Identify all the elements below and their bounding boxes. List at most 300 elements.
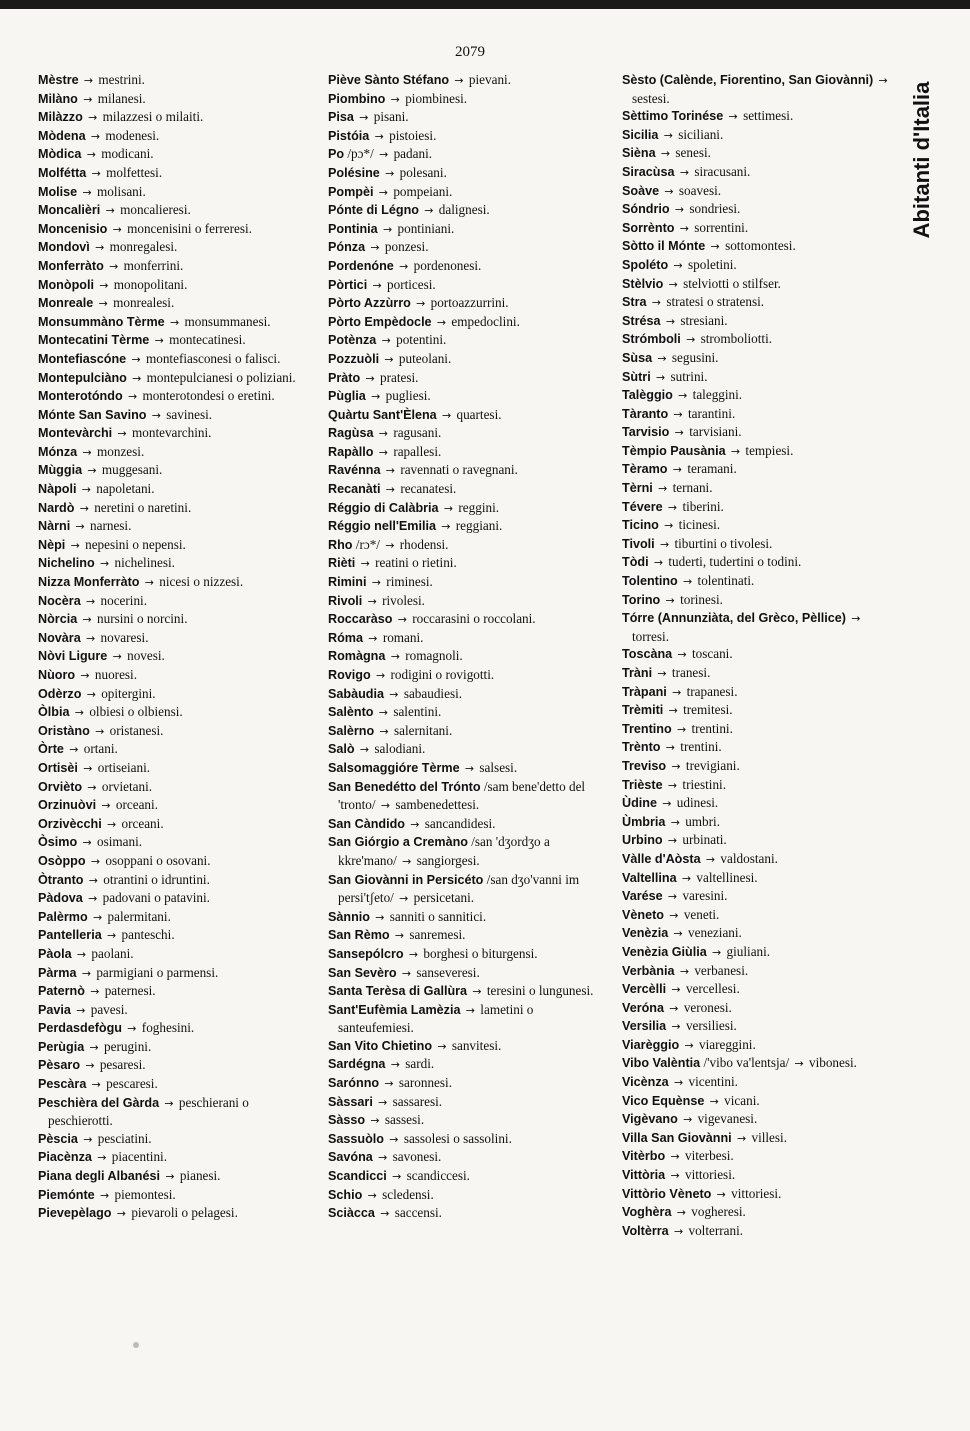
entry-demonym: montepulcianesi o poliziani. [146, 369, 296, 385]
arrow-icon: → [665, 314, 676, 328]
arrow-icon: → [385, 166, 395, 180]
entry-headword: Vitèrbo [622, 1149, 666, 1164]
entry-demonym: stratesi o stratensi. [666, 294, 765, 310]
arrow-icon: → [368, 631, 378, 645]
entry-headword: San Giórgio a Cremàno [328, 835, 468, 850]
entry [38, 592, 310, 611]
entry-demonym: monopolitani. [113, 276, 188, 292]
entry [622, 831, 894, 850]
entry-headword: Nàpoli [38, 482, 77, 497]
entry-headword: San Giovànni in Persicéto [328, 872, 484, 887]
arrow-icon: → [372, 278, 382, 292]
entry [622, 591, 894, 610]
entry [622, 553, 894, 572]
entry-headword: Ravénna [328, 463, 381, 478]
arrow-icon: → [712, 945, 722, 959]
entry [38, 127, 310, 146]
entry-demonym: otrantini o idruntini. [103, 871, 210, 887]
entry [622, 1054, 894, 1073]
entry-demonym: nuoresi. [94, 667, 138, 682]
entry-demonym: giuliani. [726, 943, 771, 959]
arrow-icon: → [416, 297, 426, 311]
entry [328, 815, 600, 834]
entry-headword: Spoléto [622, 257, 669, 272]
arrow-icon: → [375, 910, 385, 924]
entry-demonym: orceani. [121, 815, 164, 831]
entry [38, 443, 310, 462]
entry-demonym: pescaresi. [106, 1076, 158, 1092]
arrow-icon: → [665, 741, 675, 755]
entry [328, 480, 600, 499]
entry [622, 962, 894, 981]
arrow-icon: → [365, 371, 375, 385]
entry-headword: Varése [622, 889, 663, 904]
entry-headword: Trièste [622, 777, 663, 792]
entry [622, 1129, 894, 1148]
entry-headword: Tórre (Annunziàta, del Grèco, Pèllice) [622, 611, 846, 626]
arrow-icon: → [82, 836, 92, 850]
entry-headword: Vibo Valèntia [622, 1056, 701, 1071]
entry [622, 535, 894, 554]
arrow-icon: → [673, 1076, 684, 1090]
arrow-icon: → [454, 74, 464, 87]
entry [328, 1167, 600, 1186]
entry [622, 776, 894, 795]
arrow-icon: → [679, 221, 689, 235]
entry-demonym: pratesi. [380, 369, 419, 385]
entry [622, 1147, 894, 1166]
entry [622, 126, 894, 145]
entry [622, 107, 894, 126]
entry-headword: Peschièra del Gàrda [38, 1095, 160, 1110]
arrow-icon: → [117, 427, 127, 441]
entry-demonym: novaresi. [100, 629, 149, 645]
arrow-icon: → [76, 1003, 86, 1017]
arrow-icon: → [392, 1170, 402, 1184]
entry-headword: Talèggio [622, 388, 673, 403]
arrow-icon: → [728, 110, 738, 124]
entry-headword: Urbino [622, 833, 663, 848]
entry [328, 461, 600, 480]
entry-demonym: ravennati o ravegnani. [400, 462, 518, 478]
arrow-icon: → [88, 892, 98, 906]
section-tab-label: Abitanti d'Italia [909, 81, 934, 239]
entry-headword: Pontinia [328, 221, 378, 236]
entry-pronunciation: /rɔ*/ [355, 536, 380, 552]
arrow-icon: → [710, 240, 720, 254]
entry-demonym: umbri. [685, 813, 721, 829]
entry [38, 313, 310, 332]
entry-demonym: borghesi o biturgensi. [423, 945, 538, 961]
entry-demonym: savinesi. [166, 406, 213, 422]
entry-headword: Sièna [622, 146, 656, 161]
entry-headword: Nòrcia [38, 612, 78, 627]
arrow-icon: → [81, 483, 91, 497]
arrow-icon: → [91, 1078, 101, 1092]
entry-demonym: saronnesi. [398, 1075, 452, 1091]
entry [622, 293, 894, 312]
entry-demonym: settimesi. [743, 108, 794, 124]
entry-demonym: sassolesi o sassolini. [403, 1130, 512, 1146]
entry-headword: Mèstre [38, 73, 79, 87]
entry-headword: Milàzzo [38, 110, 83, 125]
entry-demonym: osoppani o osovani. [105, 852, 211, 868]
arrow-icon: → [402, 854, 412, 868]
entry-headword: Polésine [328, 165, 380, 180]
arrow-icon: → [164, 1096, 174, 1110]
entry-demonym: peschierani o peschierotti. [48, 1094, 249, 1129]
entry [622, 1222, 894, 1241]
entry [328, 369, 600, 388]
entry-headword: Monsummàno Tèrme [38, 314, 165, 329]
arrow-icon: → [441, 408, 452, 422]
entry [328, 647, 600, 666]
entry-demonym: rapallesi. [393, 443, 442, 459]
entry-demonym: pistoiesi. [389, 127, 437, 143]
entry [38, 908, 310, 927]
arrow-icon: → [681, 871, 692, 885]
entry-demonym: urbinati. [682, 832, 727, 848]
entry-headword: Venèzia [622, 926, 669, 941]
entry [38, 703, 310, 722]
entry-demonym: trentini. [680, 739, 722, 755]
entry [328, 238, 600, 257]
arrow-icon: → [441, 520, 451, 534]
arrow-icon: → [76, 947, 87, 961]
entry-demonym: pesciatini. [97, 1130, 152, 1146]
entry-demonym: orceani. [115, 797, 158, 813]
entry [38, 369, 310, 388]
entry-demonym: pievaroli o pelagesi. [131, 1205, 238, 1221]
entry-headword: Scandicci [328, 1169, 387, 1184]
entry-headword: Pisa [328, 110, 354, 125]
entry-demonym: portoazzurrini. [430, 295, 509, 311]
section-tab [902, 60, 942, 260]
entry-headword: Tolentino [622, 574, 678, 589]
entry [38, 982, 310, 1001]
entry-demonym: ragusani. [393, 425, 442, 441]
entry-headword: San Rèmo [328, 928, 390, 943]
entry-demonym: stresiani. [680, 312, 728, 328]
entry-demonym: molfettesi. [106, 164, 163, 180]
entry [328, 610, 600, 629]
arrow-icon: → [90, 985, 100, 999]
entry [328, 908, 600, 927]
arrow-icon: → [410, 817, 420, 831]
entry-headword: Strómboli [622, 332, 681, 347]
entry-demonym: veneziani. [688, 925, 742, 941]
entry-headword: Piacènza [38, 1150, 92, 1165]
entry-headword: Sardégna [328, 1057, 386, 1072]
entry-headword: Torino [622, 592, 661, 607]
scan-speck [133, 1342, 139, 1348]
arrow-icon: → [705, 852, 716, 866]
entry-demonym: rivolesi. [382, 592, 425, 608]
entry-headword: Sùtri [622, 369, 651, 384]
entry [328, 183, 600, 202]
entry [38, 499, 310, 518]
entry [622, 256, 894, 275]
entry-demonym: vittoriesi. [731, 1185, 782, 1201]
entry-headword: Pòrto Azzùrro [328, 296, 411, 311]
entry [38, 517, 310, 536]
arrow-icon: → [154, 334, 164, 348]
entry-demonym: vicentini. [688, 1074, 738, 1090]
arrow-icon: → [443, 501, 454, 515]
arrow-icon: → [464, 761, 475, 775]
entry [38, 722, 310, 741]
arrow-icon: → [378, 185, 389, 199]
entry-headword: Pónza [328, 240, 366, 255]
arrow-icon: → [401, 966, 412, 980]
entry-demonym: osimani. [97, 834, 143, 850]
entry-demonym: scandiccesi. [406, 1168, 470, 1184]
entry-demonym: stelviotti o stilfser. [683, 275, 781, 291]
entry-headword: Pistóia [328, 128, 370, 143]
arrow-icon: → [86, 631, 96, 645]
entry [38, 759, 310, 778]
entry [38, 276, 310, 295]
entry-headword: Òsimo [38, 835, 78, 850]
entry [328, 703, 600, 722]
entry-demonym: torinesi. [680, 591, 723, 607]
entry-headword: Perdasdefògu [38, 1021, 122, 1036]
entry-headword: Stra [622, 295, 647, 310]
entry [328, 554, 600, 573]
entry-demonym: sassesi. [384, 1112, 425, 1128]
entry [38, 1167, 310, 1186]
entry [622, 887, 894, 906]
arrow-icon: → [359, 111, 369, 125]
arrow-icon: → [83, 74, 94, 87]
entry-demonym: quartesi. [456, 406, 502, 422]
arrow-icon: → [670, 1150, 680, 1164]
entry-headword: Roccaràso [328, 612, 393, 627]
arrow-icon: → [673, 407, 683, 421]
entry-headword: Rivoli [328, 593, 363, 608]
arrow-icon: → [667, 834, 678, 848]
entry [38, 108, 310, 127]
entry-demonym: pavesi. [90, 1001, 128, 1017]
arrow-icon: → [165, 1170, 175, 1184]
entry-demonym: scledensi. [382, 1186, 434, 1202]
entry [328, 108, 600, 127]
entry [622, 1203, 894, 1222]
entry-demonym: trapanesi. [686, 683, 738, 699]
arrow-icon: → [730, 444, 741, 458]
entry-headword: Montecatini Tèrme [38, 333, 150, 348]
entry-headword: Pèsaro [38, 1058, 81, 1073]
entry-demonym: monterotondesi o eretini. [142, 388, 275, 404]
entry-headword: Sansepólcro [328, 946, 404, 961]
entry-pronunciation: /'vibo va'lentsja/ [703, 1055, 790, 1071]
arrow-icon: → [399, 892, 409, 906]
entry-headword: Siracùsa [622, 164, 675, 179]
arrow-icon: → [397, 613, 407, 627]
arrow-icon: → [107, 817, 117, 831]
arrow-icon: → [465, 1003, 475, 1017]
entry-demonym: vigevanesi. [697, 1111, 758, 1127]
entry-demonym: modicani. [101, 146, 154, 162]
entry [328, 257, 600, 276]
arrow-icon: → [667, 890, 678, 904]
entry-demonym: torresi. [632, 628, 669, 644]
entry-headword: Molfétta [38, 165, 87, 180]
arrow-icon: → [95, 241, 105, 255]
entry [38, 1075, 310, 1094]
entry [38, 145, 310, 164]
arrow-icon: → [851, 612, 861, 626]
entry-headword: Quàrtu Sant'Èlena [328, 407, 437, 422]
column-1 [38, 71, 310, 1223]
entry-demonym: sorrentini. [694, 219, 749, 235]
entry-headword: Pèscia [38, 1131, 78, 1146]
arrow-icon: → [105, 204, 115, 218]
entry [622, 1166, 894, 1185]
arrow-icon: → [385, 538, 395, 552]
entry-demonym: neretini o naretini. [94, 499, 192, 515]
entry-demonym: saccensi. [394, 1205, 442, 1221]
entry-headword: Pòrtici [328, 277, 368, 292]
entry [328, 276, 600, 295]
entry-pronunciation: /san dʒo'vanni im persi'tʃeto/ [338, 871, 580, 906]
arrow-icon: → [709, 1094, 719, 1108]
entry [328, 313, 600, 332]
arrow-icon: → [668, 704, 678, 718]
entry-demonym: potentini. [396, 332, 447, 348]
entry-demonym: piacentini. [111, 1149, 168, 1165]
arrow-icon: → [390, 92, 400, 106]
entry [38, 1001, 310, 1020]
entry-demonym: ortani. [83, 741, 118, 757]
arrow-icon: → [664, 519, 674, 533]
entry [622, 423, 894, 442]
entry [38, 964, 310, 983]
entry [328, 1093, 600, 1112]
entry-headword: Piombino [328, 91, 386, 106]
arrow-icon: → [674, 203, 685, 217]
entry-demonym: monzesi. [97, 443, 145, 459]
entry-demonym: sottomontesi. [725, 238, 796, 254]
entry-headword: Vittòrio Vèneto [622, 1186, 712, 1201]
entry [38, 183, 310, 202]
arrow-icon: → [90, 129, 101, 143]
entry-demonym: polesani. [399, 164, 447, 180]
entry [328, 833, 600, 870]
entry-headword: Sabàudia [328, 686, 384, 701]
entry-demonym: sassaresi. [392, 1093, 443, 1109]
entry-headword: Mónza [38, 444, 78, 459]
entry-headword: Sóndrio [622, 202, 670, 217]
entry [38, 647, 310, 666]
entry-demonym: monregalesi. [109, 239, 178, 255]
entry-demonym: veronesi. [683, 999, 732, 1015]
entry [38, 90, 310, 109]
column-2 [328, 71, 600, 1223]
entry-demonym: rhodensi. [399, 536, 449, 552]
arrow-icon: → [81, 966, 92, 980]
entry [328, 331, 600, 350]
entry-demonym: pianesi. [179, 1168, 221, 1184]
entry [622, 1092, 894, 1111]
entry [328, 127, 600, 146]
entry-demonym: salodiani. [374, 741, 426, 757]
entry-demonym: villesi. [751, 1129, 788, 1145]
entry-demonym: trentini. [691, 720, 733, 736]
entry-headword: Venèzia Giùlia [622, 944, 707, 959]
entry-demonym: soavesi. [678, 182, 722, 198]
entry-headword: Rimini [328, 575, 367, 590]
arrow-icon: → [112, 222, 122, 236]
arrow-icon: → [677, 648, 687, 662]
arrow-icon: → [83, 92, 93, 106]
arrow-icon: → [90, 854, 101, 868]
entry [622, 1073, 894, 1092]
entry [38, 238, 310, 257]
arrow-icon: → [378, 1095, 388, 1109]
entry-headword: Po [328, 147, 345, 162]
entry-headword: Romàgna [328, 649, 386, 664]
entry-demonym: porticesi. [387, 276, 436, 292]
entry-headword: Sànnio [328, 909, 370, 924]
entry [38, 852, 310, 871]
arrow-icon: → [127, 1022, 137, 1036]
entry [328, 220, 600, 239]
entry-headword: Tèmpio Pausània [622, 443, 726, 458]
entry-headword: Schio [328, 1187, 363, 1202]
arrow-icon: → [655, 370, 666, 384]
entry [38, 554, 310, 573]
entry [622, 1110, 894, 1129]
entry-headword: Pievepèlago [38, 1206, 112, 1221]
arrow-icon: → [676, 722, 687, 736]
arrow-icon: → [127, 390, 138, 404]
entry-headword: Viarèggio [622, 1037, 680, 1052]
entry [328, 517, 600, 536]
entry-headword: Monterotóndo [38, 389, 123, 404]
entry-headword: Montepulciàno [38, 370, 127, 385]
arrow-icon: → [472, 985, 482, 999]
arrow-icon: → [668, 277, 678, 291]
entry [38, 406, 310, 425]
entry-headword: Pompèi [328, 184, 374, 199]
entry-headword: Pavia [38, 1002, 71, 1017]
arrow-icon: → [389, 1132, 399, 1146]
entry-demonym: vibonesi. [808, 1055, 857, 1071]
arrow-icon: → [669, 908, 679, 922]
entry-demonym: sanniti o sannitici. [389, 908, 487, 924]
entry [622, 460, 894, 479]
entry-headword: Òtranto [38, 872, 84, 887]
entry [622, 794, 894, 813]
entry [328, 536, 600, 555]
entry-headword: Sàsso [328, 1113, 366, 1128]
entry-demonym: montevarchini. [132, 425, 212, 441]
entry-headword: Ùmbria [622, 814, 666, 829]
entry-demonym: tuderti, tudertini o todini. [668, 554, 802, 570]
arrow-icon: → [379, 724, 389, 738]
entry [38, 461, 310, 480]
entry [38, 889, 310, 908]
arrow-icon: → [664, 184, 674, 198]
entry [38, 815, 310, 834]
arrow-icon: → [394, 929, 405, 943]
entry [38, 387, 310, 406]
arrow-icon: → [131, 352, 141, 366]
arrow-icon: → [671, 983, 681, 997]
entry-demonym: piombinesi. [405, 90, 468, 106]
arrow-icon: → [380, 799, 391, 813]
